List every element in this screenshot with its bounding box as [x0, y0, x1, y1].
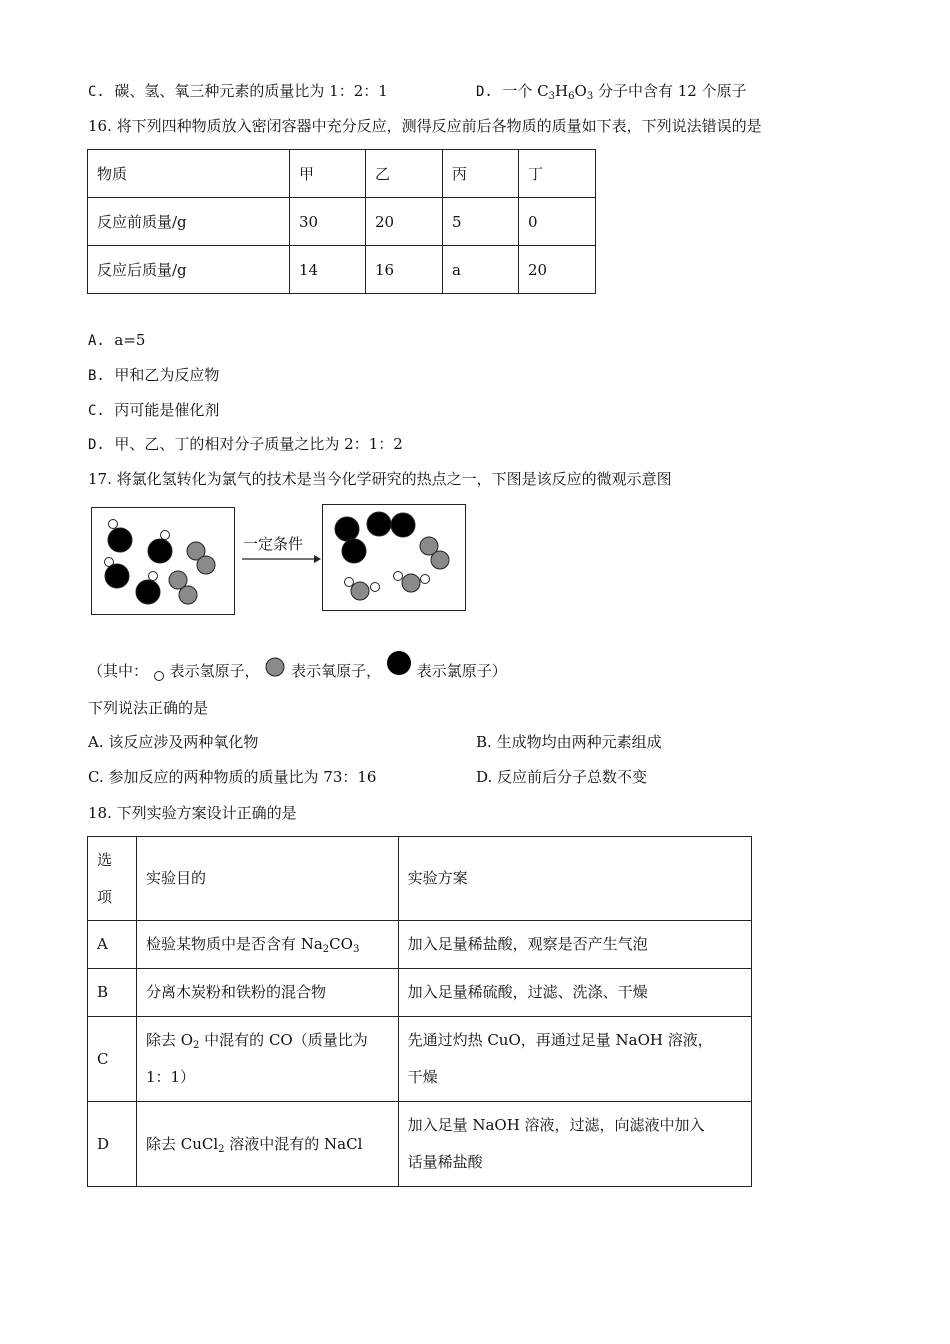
oxygen-atom [197, 556, 215, 574]
products-box [322, 504, 466, 611]
q18-stem: 18. 下列实验方案设计正确的是 [88, 804, 297, 822]
chlorine-atom [108, 528, 132, 552]
table-header-cell: 丁 [519, 150, 596, 198]
option-letter-cell: D [88, 1102, 137, 1187]
q17-option-b: B. 生成物均由两种元素组成 [476, 733, 662, 751]
q18-experiment-table [87, 836, 752, 1187]
q15-option-c: C. 碳、氢、氧三种元素的质量比为 1：2：1 [88, 82, 388, 100]
q17-option-c: C. 参加反应的两种物质的质量比为 73：16 [88, 768, 377, 786]
hydrogen-atom [149, 572, 158, 581]
table-cell: 20 [519, 246, 596, 294]
header-option-cell: 选 项 [88, 837, 137, 921]
chlorine-atom [367, 512, 391, 536]
header-purpose-cell: 实验目的 [136, 837, 398, 921]
reactants-box [91, 507, 235, 615]
table-cell: 5 [443, 198, 519, 246]
table-cell: 14 [290, 246, 366, 294]
oxygen-atom [431, 551, 449, 569]
q17-prompt: 下列说法正确的是 [88, 699, 209, 717]
q15-option-d: D. 一个 $C_3H_6O_3$ 分子中含有 12 个原子 [476, 82, 747, 102]
table-row [88, 246, 596, 294]
purpose-cell: 分离木炭粉和铁粉的混合物 [136, 969, 398, 1017]
table-header-row [88, 837, 752, 921]
chlorine-atom [105, 564, 129, 588]
q16-option-d: D. 甲、乙、丁的相对分子质量之比为 2：1：2 [88, 435, 403, 453]
chlorine-atom [391, 513, 415, 537]
q16-option-a: A. a=5 [88, 331, 146, 349]
chlorine-atom [342, 539, 366, 563]
hydrogen-atom [421, 575, 430, 584]
table-cell: a [443, 246, 519, 294]
q16-option-c: C. 丙可能是催化剂 [88, 401, 220, 419]
table-row [88, 969, 752, 1017]
table-row [88, 921, 752, 969]
reactants-diagram [92, 508, 234, 614]
table-cell: 0 [519, 198, 596, 246]
plan-cell: 加入足量稀硫酸，过滤、洗涤、干燥 [398, 969, 751, 1017]
reaction-condition-label: 一定条件 [243, 535, 304, 553]
atom-legend: （其中： 表示氢原子， 表示氧原子， 表示氯原子） [88, 650, 507, 682]
hydrogen-atom [161, 531, 170, 540]
reaction-arrow-icon [242, 553, 322, 565]
purpose-cell: 除去 $O_2$ 中混有的 CO（质量比为 1：1） [136, 1017, 398, 1102]
oxygen-atom [351, 582, 369, 600]
table-header-cell: 丙 [443, 150, 519, 198]
table-header-cell: 甲 [290, 150, 366, 198]
chlorine-atom [136, 580, 160, 604]
plan-cell: 加入足量稀盐酸，观察是否产生气泡 [398, 921, 751, 969]
table-cell: 30 [290, 198, 366, 246]
chlorine-atom-icon [386, 650, 412, 676]
chlorine-atom [335, 517, 359, 541]
table-cell: 16 [366, 246, 443, 294]
table-header-cell: 物质 [88, 150, 290, 198]
table-header-row [88, 150, 596, 198]
table-cell: 20 [366, 198, 443, 246]
table-cell: 反应后质量/g [88, 246, 290, 294]
table-row [88, 1017, 752, 1102]
plan-cell: 先通过灼热 CuO，再通过足量 NaOH 溶液， 干燥 [398, 1017, 751, 1102]
q17-stem: 17. 将氯化氢转化为氯气的技术是当今化学研究的热点之一，下图是该反应的微观示意图 [88, 470, 672, 488]
option-letter-cell: B [88, 969, 137, 1017]
oxygen-atom [179, 586, 197, 604]
q17-option-a: A. 该反应涉及两种氧化物 [88, 733, 259, 751]
hydrogen-atom [371, 583, 380, 592]
header-plan-cell: 实验方案 [398, 837, 751, 921]
option-letter-cell: C [88, 1017, 137, 1102]
products-diagram [323, 505, 465, 610]
q17-option-d: D. 反应前后分子总数不变 [476, 768, 648, 786]
oxygen-atom-icon [264, 656, 286, 678]
purpose-cell: 检验某物质中是否含有 $Na_2CO_3$ [136, 921, 398, 969]
q16-option-b: B. 甲和乙为反应物 [88, 366, 220, 384]
table-header-cell: 乙 [366, 150, 443, 198]
hydrogen-atom [394, 572, 403, 581]
option-letter-cell: A [88, 921, 137, 969]
hydrogen-atom-icon [153, 670, 165, 682]
oxygen-atom [402, 574, 420, 592]
hydrogen-atom [345, 578, 354, 587]
table-cell: 反应前质量/g [88, 198, 290, 246]
table-row [88, 1102, 752, 1187]
purpose-cell: 除去 CuCl$_2$ 溶液中混有的 NaCl [136, 1102, 398, 1187]
chlorine-atom [148, 539, 172, 563]
hydrogen-atom [109, 520, 118, 529]
q16-mass-table [87, 149, 596, 294]
q16-stem: 16. 将下列四种物质放入密闭容器中充分反应，测得反应前后各物质的质量如下表，下列说法错误的是 [88, 117, 762, 135]
table-row [88, 198, 596, 246]
plan-cell: 加入足量 NaOH 溶液，过滤，向滤液中加入 话量稀盐酸 [398, 1102, 751, 1187]
